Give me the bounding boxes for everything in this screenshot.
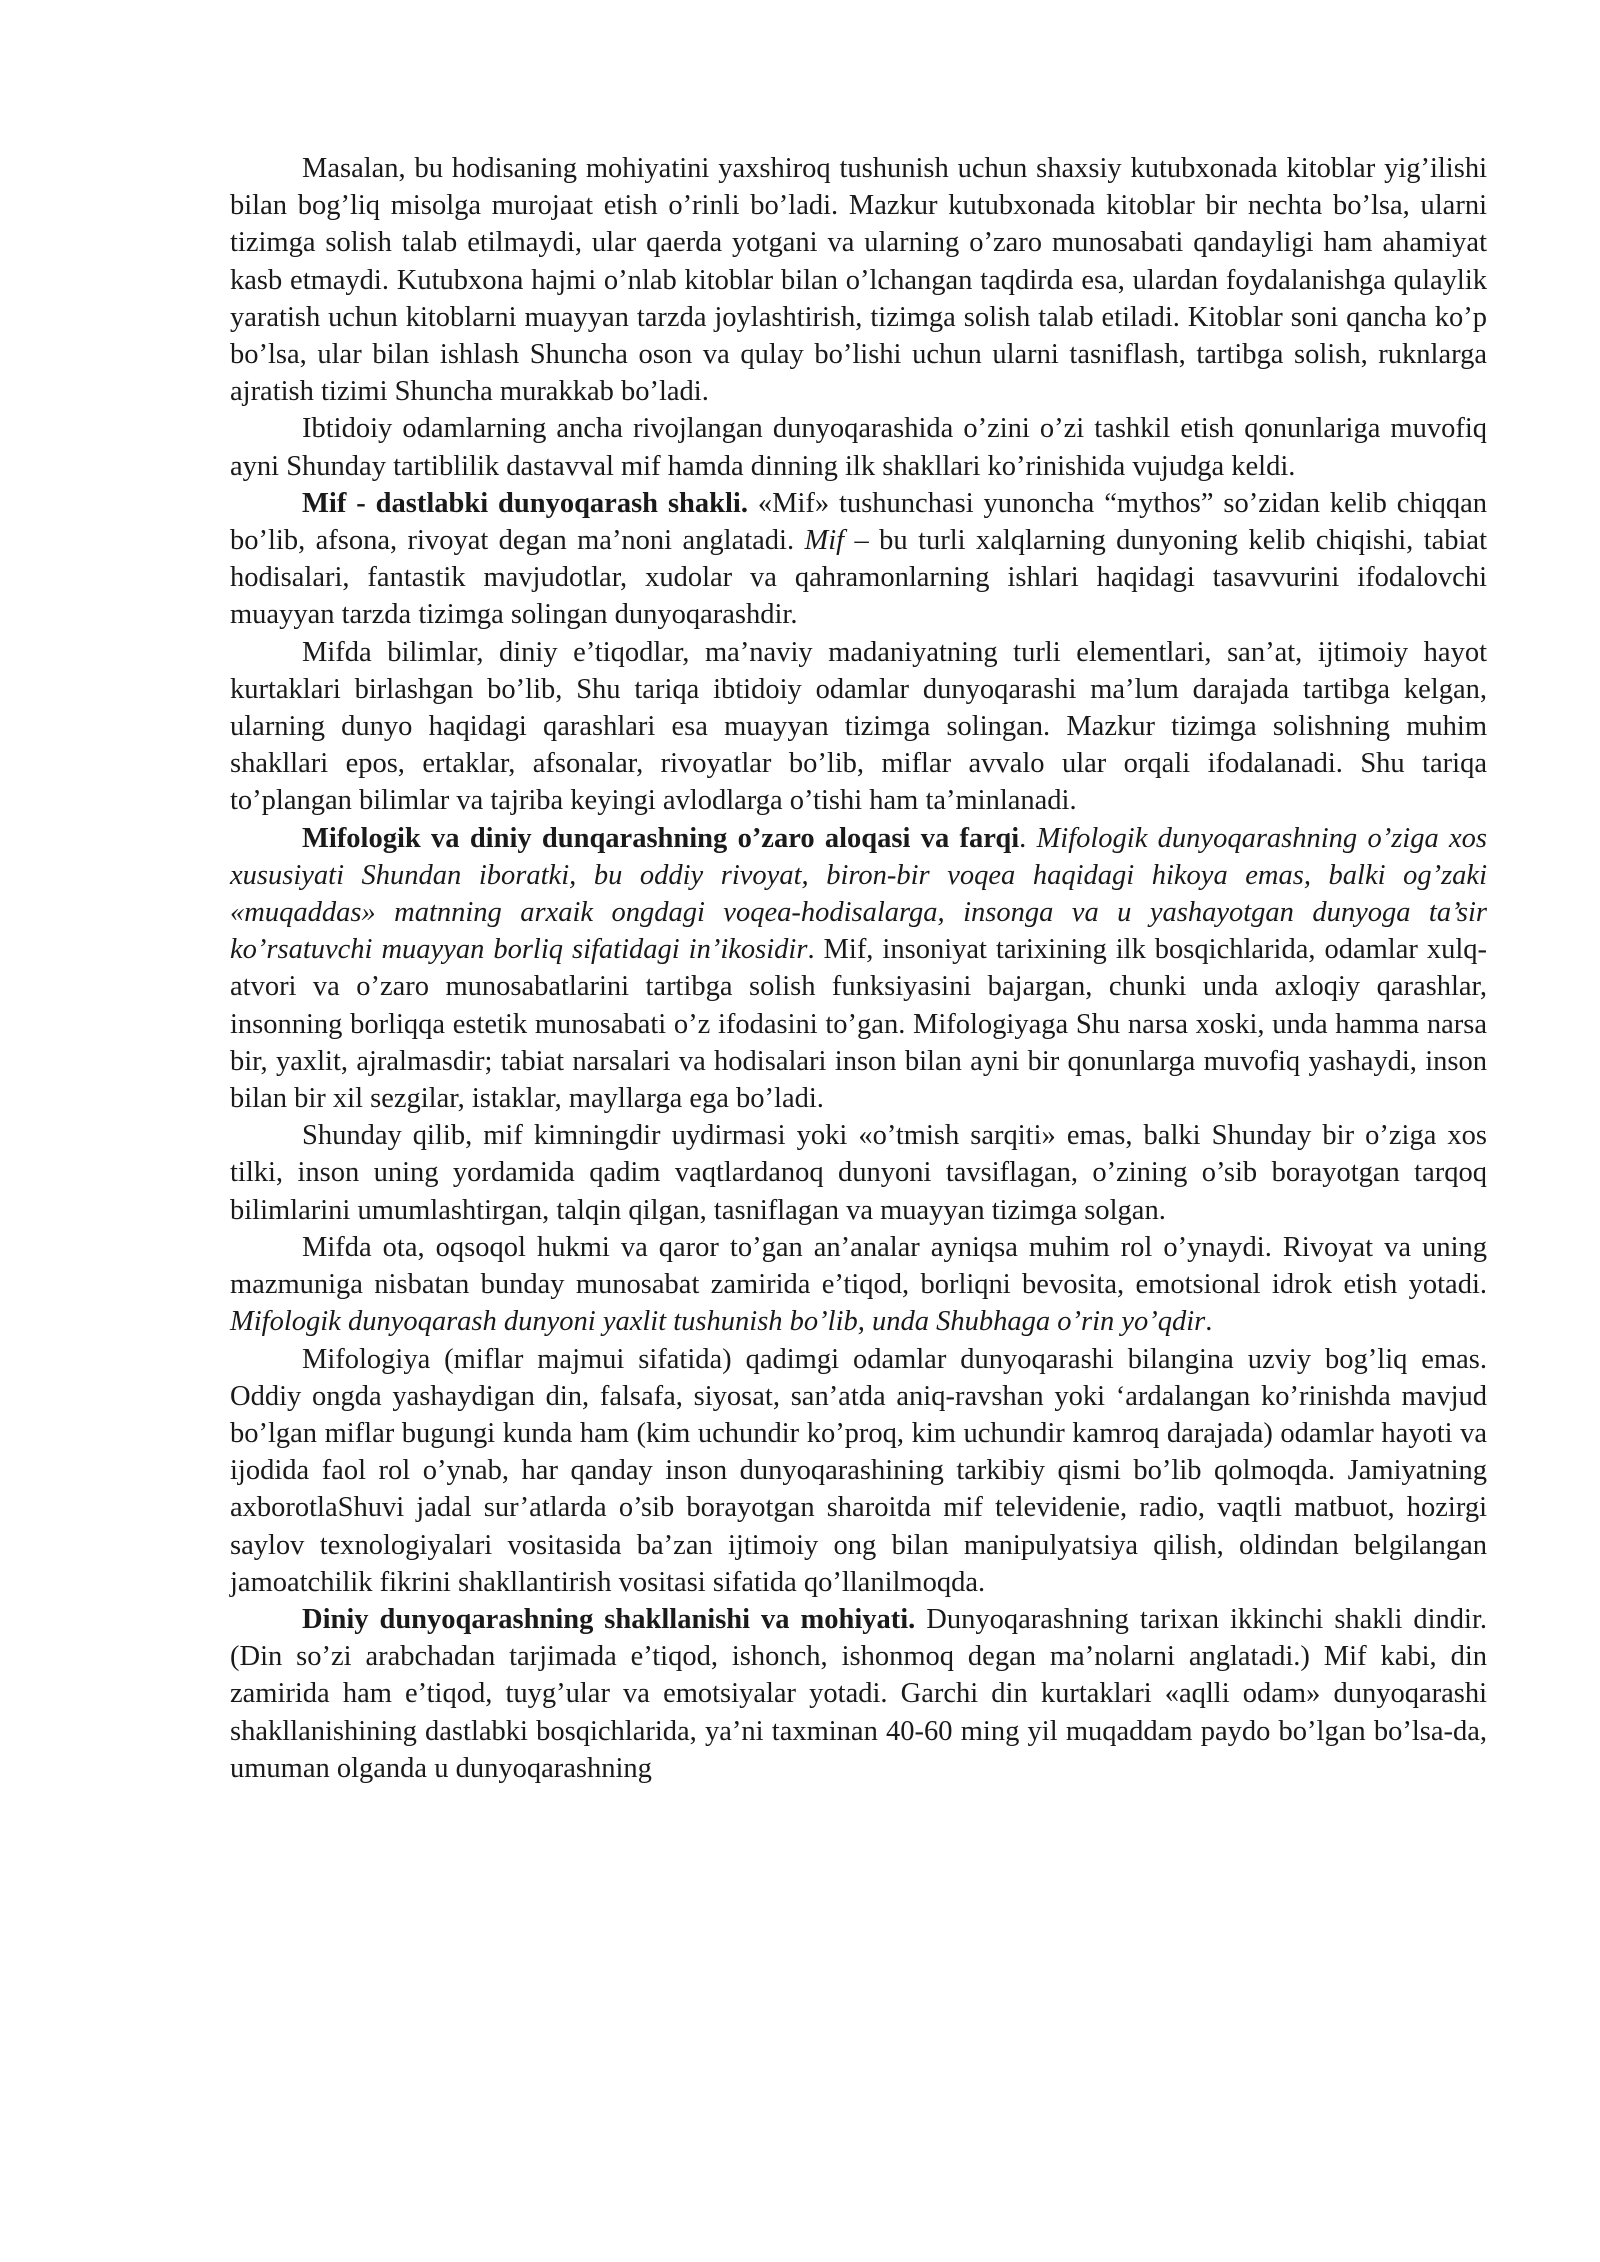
italic-statement: Mifologik dunyoqarash dunyoni yaxlit tushunish bo’lib, unda Shubhaga o’rin yo’qdir [230, 1306, 1206, 1338]
paragraph-religious-worldview [230, 1601, 1487, 1787]
italic-definition: Mifologik dunyoqarashning o’ziga xos xususiyati Shundan iboratki, bu oddiy rivoyat, biron-bir voqea haqidagi hikoya emas, balki og’zaki «muqaddas» matnning arxaik ongdagi voqea-hodisalarga, insonga va u yashayotgan dunyoga ta’sir ko’rsatuvchi muayyan borliq sifatidagi in’ikosidir [230, 822, 1487, 966]
paragraph-myth-elements [230, 634, 1487, 820]
paragraph-library-example [230, 150, 1487, 410]
text-run: . [1019, 822, 1037, 854]
text-run: Mifologiya (miflar majmui sifatida) qadimgi odamlar dunyoqarashi bilangina uzviy bog’liq emas. Oddiy ongda yashaydigan din, falsafa, siyosat, san’atda aniq-ravshan yoki ‘ardalangan ko’rinishda mavjud bo’lgan miflar bugungi kunda ham (kim uchundir ko’proq, kim uchundir kamroq darajada) odamlar hayoti va ijodida faol rol o’ynab, har qanday inson dunyoqarashining tarkibiy qismi bo’lib qolmoqda. Jamiyatning axborotlaShuvi jadal sur’atlarda o’sib borayotgan sharoitda mif televidenie, radio, vaqtli matbuot, hozirgi saylov texnologiyalari vositasida ba’zan ijtimoiy ong bilan manipulyatsiya qilish, oldindan belgilangan jamoatchilik fikrini shakllantirish vositasi sifatida qo’llanilmoqda. [230, 1343, 1487, 1598]
section-heading-religion: Diniy dunyoqarashning shakllanishi va mohiyati. [302, 1603, 916, 1635]
text-run: – bu turli xalqlarning dunyoning kelib chiqishi, tabiat hodisalari, fantastik mavjudotlar, xudolar va qahramonlarning ishlari haqidagi tasavvurini ifodalovchi muayyan tarzda tizimga solingan dunyoqarashdir. [230, 525, 1487, 631]
text-run: . [1205, 1306, 1213, 1338]
text-run: Mifda bilimlar, diniy e’tiqodlar, ma’naviy madaniyatning turli elementlari, san’at, ijtimoiy hayot kurtaklari birlashgan bo’lib, Shu tariqa ibtidoiy odamlar dunyoqarashi ma’lum darajada tartibga kelgan, ularning dunyo haqidagi qarashlari esa muayyan tizimga solingan. Mazkur tizimga solishning muhim shakllari epos, ertaklar, afsonalar, rivoyatlar bo’lib, miflar avvalo ular orqali ifodalanadi. Shu tariqa to’plangan bilimlar va tajriba keyingi avlodlarga o’tishi ham ta’minlanadi. [230, 636, 1487, 817]
paragraph-myth-definition [230, 485, 1487, 634]
text-run: «Mif» tushunchasi yunoncha “mythos” so’zidan kelib chiqqan bo’lib, afsona, rivoyat degan ma’noni anglatadi. [230, 487, 1487, 557]
section-heading-myth: Mif - dastlabki dunyoqarash shakli. [302, 487, 748, 519]
text-run: Masalan, bu hodisaning mohiyatini yaxshiroq tushunish uchun shaxsiy kutubxonada kitoblar yig’ilishi bilan bog’liq misolga murojaat etish o’rinli bo’ladi. Mazkur kutubxonada kitoblar bir nechta bo’lsa, ularni tizimga solish talab etilmaydi, ular qaerda yotgani va ularning o’zaro munosabati qandayligi ham ahamiyat kasb etmaydi. Kutubxona hajmi o’nlab kitoblar bilan o’lchangan taqdirda esa, ulardan foydalanishga qulaylik yaratish uchun kitoblarni muayyan tarzda joylashtirish, tizimga solish talab etiladi. Kitoblar soni qancha ko’p bo’lsa, ular bilan ishlash Shuncha oson va qulay bo’lishi uchun ularni tasniflash, tartibga solish, ruknlarga ajratish tizimi Shuncha murakkab bo’ladi. [230, 153, 1487, 408]
paragraph-myth-religion-relation [230, 820, 1487, 1118]
text-run: Ibtidoiy odamlarning ancha rivojlangan dunyoqarashida o’zini o’zi tashkil etish qonunlariga muvofiq ayni Shunday tartiblilik dastavval mif hamda dinning ilk shakllari ko’rinishida vujudga keldi. [230, 413, 1487, 482]
italic-term-mif: Mif [804, 525, 845, 557]
text-run: Mifda ota, oqsoqol hukmi va qaror to’gan an’analar ayniqsa muhim rol o’ynaydi. Rivoyat va uning mazmuniga nisbatan bunday munosabat zamirida e’tiqod, borliqni bevosita, emotsional idrok etish yotadi. [230, 1231, 1487, 1301]
text-run: Dunyoqarashning tarixan ikkinchi shakli dindir. (Din so’zi arabchadan tarjimada e’tiqod, ishonch, ishonmoq degan ma’nolarni anglatadi.) Mif kabi, din zamirida ham e’tiqod, tuyg’ular va emotsiyalar yotadi. Garchi din kurtaklari «aqlli odam» dunyoqarashi shakllanishining dastlabki bosqichlarida, ya’ni taxminan 40-60 ming yil muqaddam paydo bo’lgan bo’lsa-da, umuman olganda u dunyoqarashning [230, 1603, 1487, 1784]
section-heading-relation: Mifologik va diniy dunqarashning o’zaro aloqasi va farqi [302, 822, 1020, 854]
paragraph-myth-language [230, 1117, 1487, 1229]
paragraph-mythology-today [230, 1341, 1487, 1601]
text-run: Shunday qilib, mif kimningdir uydirmasi yoki «o’tmish sarqiti» emas, balki Shunday bir o’ziga xos tilki, inson uning yordamida qadim vaqtlardanoq dunyoni tavsiflagan, o’zining o’sib borayotgan tarqoq bilimlarini umumlashtirgan, talqin qilgan, tasniflagan va muayyan tizimga solgan. [230, 1120, 1487, 1226]
text-run: . Mif, insoniyat tarixining ilk bosqichlarida, odamlar xulq-atvori va o’zaro munosabatlarini tartibga solish funksiyasini bajargan, chunki unda axloqiy qarashlar, insonning borliqqa estetik munosabati o’z ifodasini to’gan. Mifologiyaga Shu narsa xoski, unda hamma narsa bir, yaxlit, ajralmasdir; tabiat narsalari va hodisalari inson bilan ayni bir qonunlarga muvofiq yashaydi, inson bilan bir xil sezgilar, istaklar, mayllarga ega bo’ladi. [230, 934, 1487, 1115]
document-page [230, 150, 1487, 1787]
paragraph-primitive-worldview [230, 410, 1487, 484]
paragraph-myth-tradition [230, 1229, 1487, 1341]
